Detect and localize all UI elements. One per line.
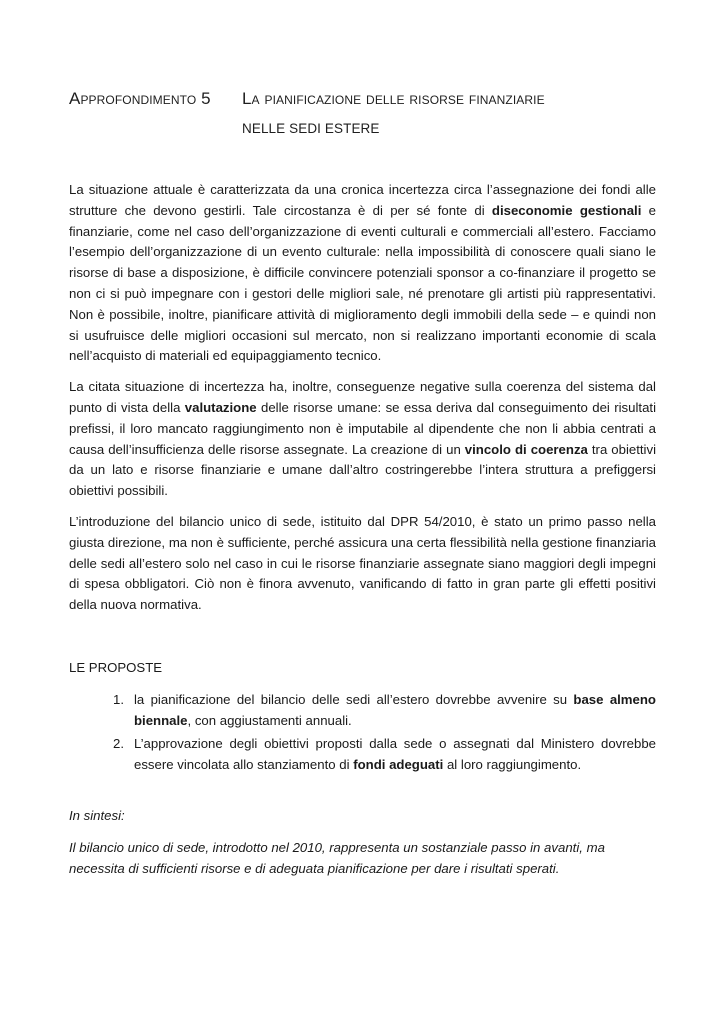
text-run: La situazione attuale è caratterizzata da una cronica incertezza circa l’assegnazione dei fondi alle strutture che devono gestirli. Tale circostanza è di per sé fonte di [69,182,656,218]
text-run: e finanziarie, come nel caso dell’organizzazione di eventi culturali e commerciali all’estero. Facciamo l’esempio dell’organizzazione di un evento culturale: nella impossibilità di conoscere quali siano le risorse di base a disposizione, è difficile convincere potenziali sponsor a co-finanziare il progetto se non ci si può impegnare con i gestori delle migliori sale, né prenotare gli artisti più rappresentativi. Non è possibile, inoltre, pianificare attività di miglioramento degli immobili della sede – e quindi non si usufruisce delle migliori occasioni sul mercato, non si realizzano importanti economie di scala nell’acquisto di materiali ed equipaggiamento tecnico. [69,202,656,364]
section-label: Approfondimento 5 [69,89,211,108]
bold-term: diseconomie gestionali [491,202,642,218]
paragraph [69,512,656,616]
text-run: al loro raggiungimento. [443,757,582,772]
summary-text: Il bilancio unico di sede, introdotto nel 2010, rappresenta un sostanziale passo in avanti, ma necessita di sufficienti risorse e di adeguata pianificazione per dare i risultati sperati. [69,840,605,876]
text-run: delle risorse umane: se essa deriva dal conseguimento dei risultati prefissi, il loro mancato raggiungimento non è imputabile al dipendente che non li abbia centrati a causa dell’insufficienza delle risorse assegnate. La creazione di un [69,399,657,457]
proposals-list [113,689,656,777]
text-run: la pianificazione del bilancio delle sedi all’estero dovrebbe avvenire su [134,692,574,707]
text-run: , con aggiustamenti annuali. [187,713,352,728]
paragraph [69,180,656,367]
text-run: tra obiettivi da un lato e risorse finanziarie e umane dall’altro costringerebbe l’intera struttura a prefiggersi obiettivi possibili. [69,441,656,499]
list-item [113,689,656,731]
bold-term: valutazione [184,399,257,415]
proposals-title: LE PROPOSTE [69,660,163,675]
text-run: L’introduzione del bilancio unico di sede, istituito dal DPR 54/2010, è stato un primo passo nella giusta direzione, ma non è sufficiente, perché assicura una certa flessibilità nella gestione finanziaria delle sedi all’estero solo nel caso in cui le risorse finanziarie assegnate siano maggiori degli impegni di spesa obbligatori. Ciò non è finora avvenuto, vanificando di fatto in gran parte gli effetti positivi della nuova normativa. [69,513,656,613]
summary-label: In sintesi: [69,808,125,823]
text-run: L’approvazione degli obiettivi proposti dalla sede o assegnati dal Ministero dovrebbe essere vincolata allo stanziamento di [134,736,656,772]
bold-term: base almeno biennale [134,692,656,728]
list-item [113,733,656,775]
section-title: La pianificazione delle risorse finanziarie [242,89,545,108]
text-run: La citata situazione di incertezza ha, inoltre, conseguenze negative sulla coerenza del sistema dal punto di vista della [69,379,656,415]
list-number: 2. [113,736,124,751]
paragraph [69,377,656,502]
list-number: 1. [113,692,124,707]
bold-term: fondi adeguati [353,757,444,772]
body-text [69,180,656,626]
section-subtitle: NELLE SEDI ESTERE [242,121,380,136]
bold-term: vincolo di coerenza [464,441,588,457]
